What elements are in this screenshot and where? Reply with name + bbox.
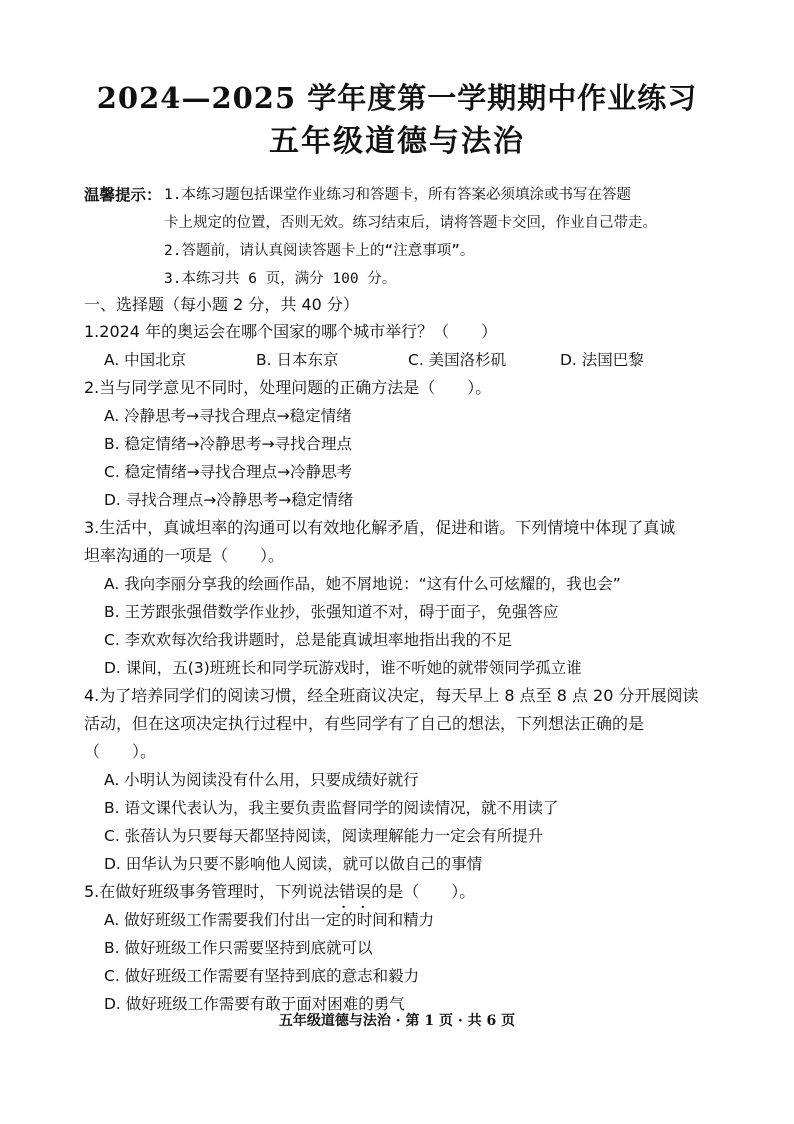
option-a: A. 做好班级工作需要我们付出一定的时间和精力: [104, 911, 435, 929]
question-stem-line-2: 活动，但在这项决定执行过程中，有些同学有了自己的想法，下列想法正确的是: [84, 714, 645, 733]
section-heading: 一、选择题（每小题 2 分，共 40 分）: [84, 295, 359, 314]
emphasis-word: 错误 • •: [339, 882, 371, 901]
option-row: [84, 346, 734, 374]
option-c: C. 美国洛杉矶: [408, 351, 507, 369]
option-b: B. 做好班级工作只需要坚持到底就可以: [104, 939, 373, 957]
option-d: D. 做好班级工作需要有敢于面对困难的勇气: [104, 995, 405, 1013]
exam-title: 2024—2025 学年度第一学期期中作业练习: [96, 81, 698, 115]
tip-3: 3.本练习共 6 页，满分 100 分。: [164, 271, 397, 287]
stem-suffix: 的是（ ）。: [371, 882, 476, 901]
option-c: C. 做好班级工作需要有坚持到底的意志和毅力: [104, 967, 420, 985]
page-footer: 五年级道德与法治 · 第 1 页 · 共 6 页: [278, 1013, 516, 1029]
question-stem-line-1: 4.为了培养同学们的阅读习惯，经全班商议决定，每天早上 8 点至 8 点 20 分开展阅读: [84, 686, 699, 705]
question-stem: 2.当与同学意见不同时，处理问题的正确方法是（ ）。: [84, 378, 492, 397]
option-b: B. 日本东京: [256, 351, 339, 369]
question-stem-line-2: 坦率沟通的一项是（ ）。: [84, 546, 285, 565]
question-stem: 1.2024 年的奥运会在哪个国家的哪个城市举行？（ ）: [84, 322, 498, 341]
option-d: D. 法国巴黎: [560, 351, 644, 369]
option-d: D. 田华认为只要不影响他人阅读，就可以做自己的事情: [104, 855, 483, 873]
option-c: C. 李欢欢每次给我讲题时，总是能真诚坦率地指出我的不足: [104, 631, 513, 649]
tip-1-line-1: 1.本练习题包括课堂作业练习和答题卡，所有答案必须填涂或书写在答题: [164, 187, 631, 203]
tips-block: [84, 181, 734, 293]
option-a: A. 小明认为阅读没有什么用，只要成绩好就行: [104, 771, 419, 789]
exam-subtitle: 五年级道德与法治: [269, 124, 525, 159]
option-a: A. 冷静思考→寻找合理点→稳定情绪: [104, 407, 352, 425]
question-4: [84, 682, 734, 878]
question-stem: [84, 878, 734, 906]
stem-prefix: 5.在做好班级事务管理时，下列说法: [84, 882, 340, 901]
option-c: C. 稳定情绪→寻找合理点→冷静思考: [104, 463, 353, 481]
question-1: [84, 318, 734, 374]
question-3: [84, 514, 734, 682]
option-a: A. 中国北京: [104, 351, 187, 369]
option-b: B. 王芳跟张强借数学作业抄，张强知道不对，碍于面子，免强答应: [104, 603, 559, 621]
option-c: C. 张蓓认为只要每天都坚持阅读，阅读理解能力一定会有所提升: [104, 827, 544, 845]
question-list: [84, 318, 734, 1018]
option-a: A. 我向李丽分享我的绘画作品，她不屑地说：“这有什么可炫耀的，我也会”: [104, 575, 621, 593]
tip-1-line-2: 卡上规定的位置，否则无效。练习结束后，请将答题卡交回，作业自己带走。: [164, 215, 657, 231]
question-5: [84, 878, 734, 1018]
tip-2: 2.答题前，请认真阅读答题卡上的“注意事项”。: [164, 243, 475, 259]
question-2: [84, 374, 734, 514]
option-b: B. 稳定情绪→冷静思考→寻找合理点: [104, 435, 352, 453]
option-b: B. 语文课代表认为，我主要负责监督同学的阅读情况，就不用读了: [104, 799, 559, 817]
option-d: D. 课间，五(3)班班长和同学玩游戏时，谁不听她的就带领同学孤立谁: [104, 659, 582, 677]
question-stem-line-1: 3.生活中，真诚坦率的沟通可以有效地化解矛盾，促进和谐。下列情境中体现了真诚: [84, 518, 676, 537]
option-d: D. 寻找合理点→冷静思考→稳定情绪: [104, 491, 354, 509]
question-stem-line-3: （ ）。: [84, 742, 157, 761]
tips-label: 温馨提示：: [84, 186, 162, 204]
